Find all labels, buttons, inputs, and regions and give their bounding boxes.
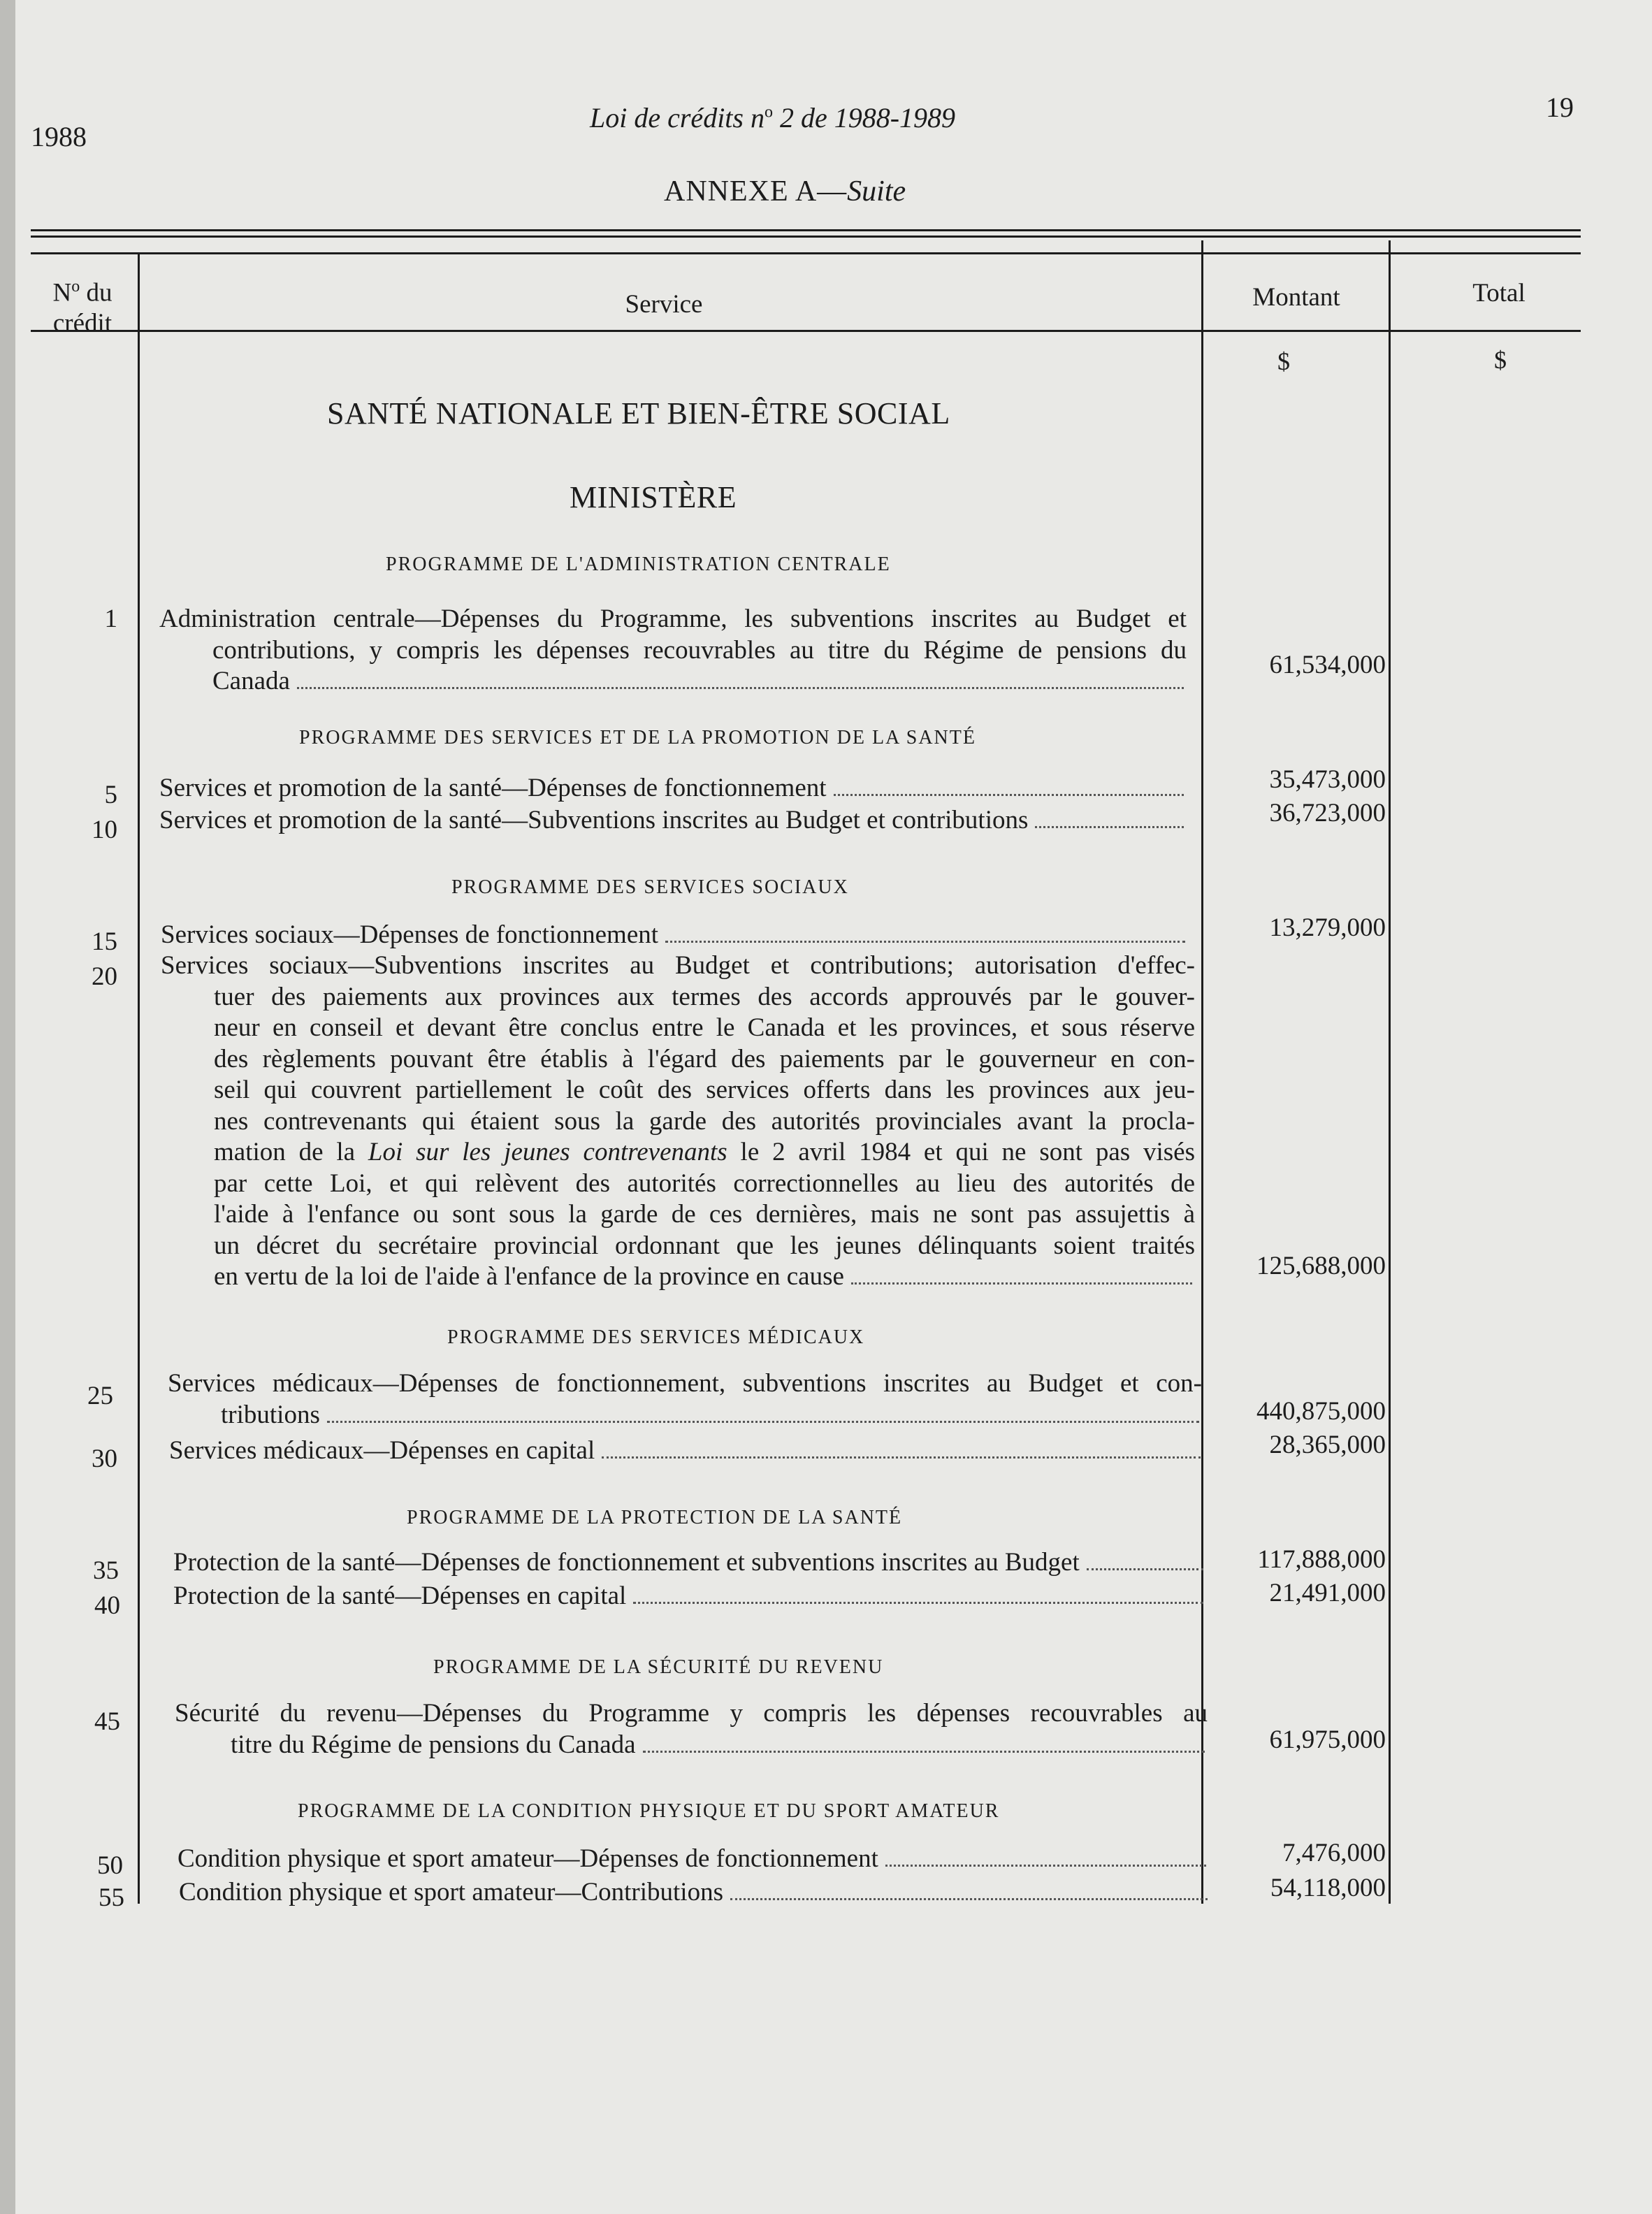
dot-leader	[834, 794, 1184, 796]
vote-description: Sécurité du revenu—Dépenses du Programme y compris les dépenses recouvrables au titre du Régime de pensions du Canada	[175, 1699, 1208, 1759]
dot-leader	[643, 1751, 1205, 1753]
dot-leader	[633, 1602, 1203, 1604]
column-header-amount: Montant	[1252, 283, 1340, 312]
dot-leader	[665, 941, 1185, 943]
amount-unit: $	[1277, 347, 1290, 375]
vote-number: 10	[92, 816, 117, 844]
dot-leader	[297, 687, 1184, 689]
department-name: SANTÉ NATIONALE ET BIEN-ÊTRE SOCIAL	[327, 396, 950, 430]
dot-leader	[885, 1865, 1206, 1867]
dot-leader	[1035, 826, 1184, 828]
vote-amount: 36,723,000	[1269, 799, 1386, 827]
vote-description: Protection de la santé—Dépenses de fonctionnement et subventions inscrites au Budget	[173, 1547, 1206, 1579]
table-top-rule-2	[31, 236, 1581, 238]
vote-description: Services et promotion de la santé—Subventions inscrites au Budget et contributions	[159, 805, 1187, 837]
vote-amount: 21,491,000	[1269, 1579, 1386, 1607]
vote-description: Services médicaux—Dépenses de fonctionnement, subventions inscrites au Budget et con- tributions	[168, 1369, 1202, 1429]
vote-number: 45	[94, 1707, 120, 1736]
dot-leader	[327, 1421, 1199, 1423]
column-divider-vote	[138, 254, 140, 1904]
vote-number: 35	[93, 1556, 119, 1585]
program-heading: PROGRAMME DE LA SÉCURITÉ DU REVENU	[433, 1656, 884, 1678]
vote-number: 30	[92, 1445, 117, 1473]
vote-amount: 440,875,000	[1256, 1397, 1386, 1426]
dot-leader	[1087, 1568, 1203, 1570]
vote-description: Condition physique et sport amateur—Contributions	[179, 1877, 1210, 1909]
table-top-rule-1	[31, 229, 1581, 231]
vote-amount: 117,888,000	[1257, 1545, 1386, 1574]
vote-number: 1	[104, 605, 117, 633]
program-heading: PROGRAMME DE LA CONDITION PHYSIQUE ET DU SPORT AMATEUR	[298, 1800, 1000, 1822]
program-heading: PROGRAMME DE L'ADMINISTRATION CENTRALE	[386, 554, 891, 575]
vote-number: 5	[104, 781, 117, 809]
vote-description: Services et promotion de la santé—Dépenses de fonctionnement	[159, 773, 1187, 804]
column-header-rule	[31, 330, 1581, 332]
vote-amount: 7,476,000	[1282, 1839, 1386, 1867]
total-unit: $	[1494, 346, 1507, 374]
vote-number: 50	[97, 1851, 123, 1880]
dot-leader	[602, 1456, 1201, 1459]
vote-description: Services sociaux—Subventions inscrites au Budget et contributions; autorisation d'effec- tuer des paiements aux provinces aux termes des accords approuvés par le gouver- neur en conseil et devant être conclus entre le Canada et les provinces, et sous réserve des règlements pouvant être établis à l'égard des paiements par le gouverneur en con- seil qui couvrent partiellement le coût des services offerts dans les provinces aux jeu- nes contrevenants qui étaient sous la garde des autorités provinciales avant la procla- mation de la Loi sur les jeunes contrevenants le 2 avril 1984 et qui ne sont pas visés par cette Loi, et qui relèvent des autorités correctionnelles au lieu des autorités de l'aide à l'enfance ou sont sous la garde de ces dernières, mais ne sont pas assujettis à un décret du secrétaire provincial ordonnant que les jeunes délinquants soient traités en vertu de la loi de l'aide à l'enfance de la province en cause	[161, 951, 1195, 1291]
program-heading: PROGRAMME DES SERVICES SOCIAUX	[451, 876, 849, 898]
vote-description: Protection de la santé—Dépenses en capital	[173, 1581, 1206, 1612]
vote-description: Services sociaux—Dépenses de fonctionnement	[161, 920, 1188, 951]
column-header-total: Total	[1472, 279, 1526, 308]
vote-amount: 61,534,000	[1269, 651, 1386, 679]
vote-description: Administration centrale—Dépenses du Programme, les subventions inscrites au Budget et contributions, y compris les dépenses recouvrables au titre du Régime de pensions du Canada	[159, 605, 1187, 695]
vote-description: Services médicaux—Dépenses en capital	[169, 1435, 1203, 1467]
column-header-service: Service	[625, 290, 703, 319]
header-year: 1988	[31, 121, 87, 152]
vote-amount: 35,473,000	[1269, 765, 1386, 794]
vote-amount: 54,118,000	[1270, 1874, 1386, 1902]
header-title: Loi de crédits $n^o$ 2 de 1988-1989	[590, 102, 956, 133]
column-header-vote-no: $N^o$ du crédit	[52, 277, 113, 338]
vote-amount: 28,365,000	[1269, 1431, 1386, 1459]
dot-leader	[730, 1898, 1208, 1900]
program-heading: PROGRAMME DES SERVICES ET DE LA PROMOTION DE LA SANTÉ	[299, 727, 976, 748]
column-divider-amount	[1389, 240, 1391, 1904]
vote-number: 55	[99, 1883, 124, 1912]
vote-amount: 61,975,000	[1269, 1725, 1386, 1754]
vote-amount: 125,688,000	[1256, 1252, 1386, 1280]
vote-amount: 13,279,000	[1269, 913, 1386, 942]
dot-leader	[851, 1282, 1192, 1285]
program-heading: PROGRAMME DE LA PROTECTION DE LA SANTÉ	[407, 1507, 903, 1528]
table-top-rule-3	[31, 252, 1581, 254]
annex-heading: ANNEXE A—Suite	[664, 175, 906, 208]
vote-description: Condition physique et sport amateur—Dépenses de fonctionnement	[177, 1844, 1209, 1875]
vote-number: 20	[92, 962, 117, 991]
program-heading: PROGRAMME DES SERVICES MÉDICAUX	[447, 1326, 865, 1348]
column-divider-service	[1201, 240, 1203, 1904]
vote-number: 25	[87, 1382, 113, 1410]
page-number: 19	[1546, 92, 1574, 123]
vote-number: 40	[94, 1591, 120, 1620]
page-edge-shadow	[0, 0, 15, 2214]
vote-number: 15	[92, 927, 117, 956]
department-subtitle: MINISTÈRE	[570, 480, 737, 514]
